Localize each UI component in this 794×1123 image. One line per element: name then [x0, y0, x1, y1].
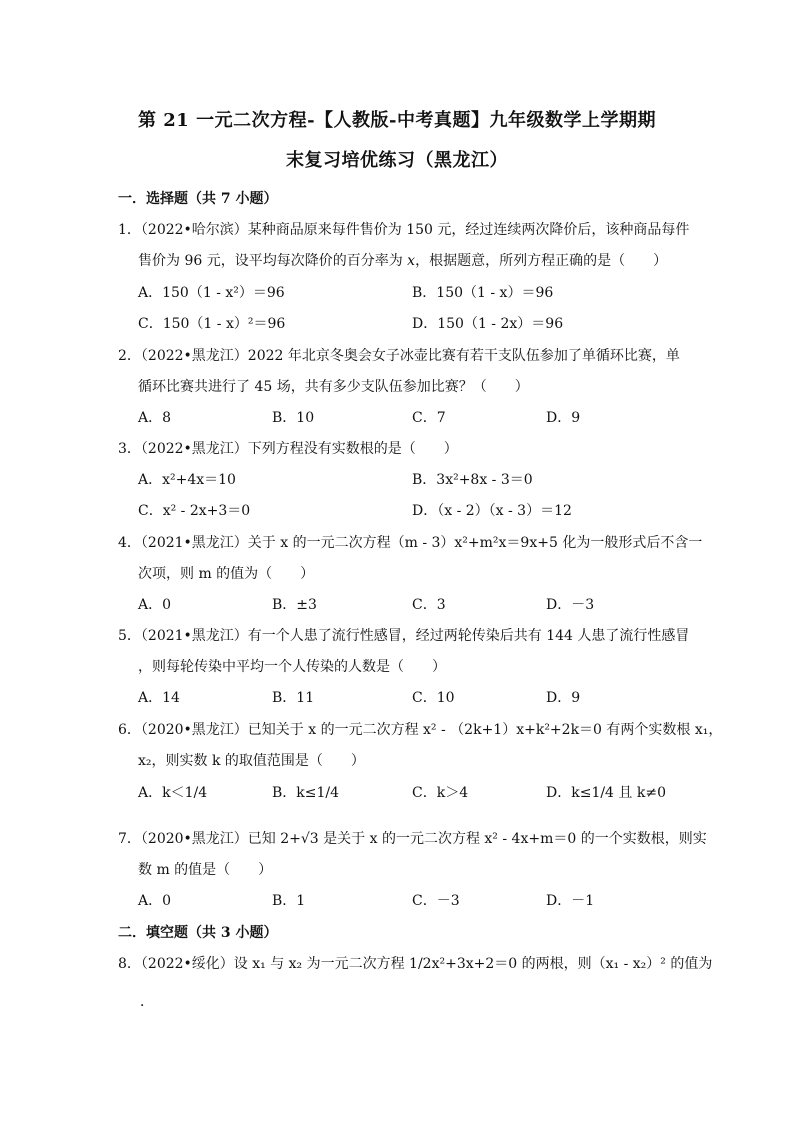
q2-option-a: A．8 [138, 410, 172, 426]
q7-option-b: B．1 [272, 893, 306, 909]
q7-option-d: D．－1 [546, 893, 595, 909]
q6-stem-line1: 6．（2020•黑龙江）已知关于 x 的一元二次方程 x² - （2k+1）x+k²+2k＝0 有两个实数根 x₁， [118, 722, 723, 738]
q4-option-a: A．0 [138, 597, 172, 613]
q4-option-b: B．±3 [272, 597, 317, 613]
q5-option-d: D．9 [546, 690, 581, 706]
q6-option-d: D．k≤1/4 且 k≠0 [546, 785, 666, 801]
section-heading-choice: 一．选择题（共 7 小题） [118, 191, 278, 207]
q3-option-c: C．x² - 2x+3＝0 [138, 503, 251, 519]
q5-stem-line1: 5．（2021•黑龙江）有一个人患了流行性感冒，经过两轮传染后共有 144 人患了流行性感冒 [118, 628, 690, 644]
q2-option-d: D．9 [546, 410, 581, 426]
q5-stem-line2: ，则每轮传染中平均一个人传染的人数是（ ） [138, 659, 446, 675]
doc-title-line2: 末复习培优练习（黑龙江） [286, 150, 508, 171]
doc-title-line1: 第 21 一元二次方程-【人教版-中考真题】九年级数学上学期期 [137, 110, 657, 131]
q1-option-a: A．150（1 - x²）＝96 [138, 285, 285, 301]
q6-stem-line2: x₂，则实数 k 的取值范围是（ ） [138, 753, 365, 769]
q3-option-b: B．3x²+8x - 3＝0 [412, 472, 533, 488]
q4-stem-line1: 4．（2021•黑龙江）关于 x 的一元二次方程（m - 3）x²+m²x＝9x+5 化为一般形式后不含一 [118, 535, 703, 551]
q2-option-c: C．7 [412, 410, 446, 426]
q5-option-b: B．11 [272, 690, 315, 706]
q4-option-d: D．－3 [546, 597, 595, 613]
q7-option-c: C．－3 [412, 893, 460, 909]
section-heading-fill: 二．填空题（共 3 小题） [118, 925, 278, 941]
q7-stem-line1: 7．（2020•黑龙江）已知 2+√3 是关于 x 的一元二次方程 x² - 4x+m＝0 的一个实数根，则实 [118, 831, 707, 847]
q3-option-a: A．x²+4x＝10 [138, 472, 236, 488]
q4-option-c: C．3 [412, 597, 446, 613]
q1-option-b: B．150（1 - x）＝96 [412, 285, 554, 301]
q8-stem-line1: 8．（2022•绥化）设 x₁ 与 x₂ 为一元二次方程 1/2x²+3x+2＝0 的两根，则（x₁ - x₂）² 的值为 [118, 956, 713, 972]
q4-stem-line2: 次项，则 m 的值为（ ） [138, 566, 315, 582]
q8-answer-blank-mark: ． [140, 994, 154, 1010]
q3-option-d: D．（x - 2）（x - 3）＝12 [412, 503, 572, 519]
q6-option-c: C．k＞4 [412, 785, 469, 801]
q2-stem-line1: 2．（2022•黑龙江）2022 年北京冬奥会女子冰壶比赛有若干支队伍参加了单循环比赛，单 [118, 348, 680, 364]
q5-option-c: C．10 [412, 690, 455, 706]
q1-stem-line1: 1．（2022•哈尔滨）某种商品原来每件售价为 150 元，经过连续两次降价后，该种商品每件 [118, 222, 690, 238]
q7-option-a: A．0 [138, 893, 172, 909]
q1-option-d: D．150（1 - 2x）＝96 [412, 316, 564, 332]
q1-stem-line2: 售价为 96 元，设平均每次降价的百分率为 x，根据题意，所列方程正确的是（ ） [138, 253, 668, 269]
q7-stem-line2: 数 m 的值是（ ） [138, 862, 273, 878]
q6-option-a: A．k＜1/4 [138, 785, 208, 801]
q2-option-b: B．10 [272, 410, 315, 426]
q5-option-a: A．14 [138, 690, 180, 706]
q6-option-b: B．k≤1/4 [272, 785, 340, 801]
q3-stem-line1: 3．（2022•黑龙江）下列方程没有实数根的是（ ） [118, 441, 458, 457]
q2-stem-line2: 循环比赛共进行了 45 场，共有多少支队伍参加比赛？（ ） [138, 379, 529, 395]
q1-option-c: C．150（1 - x）²＝96 [138, 316, 286, 332]
